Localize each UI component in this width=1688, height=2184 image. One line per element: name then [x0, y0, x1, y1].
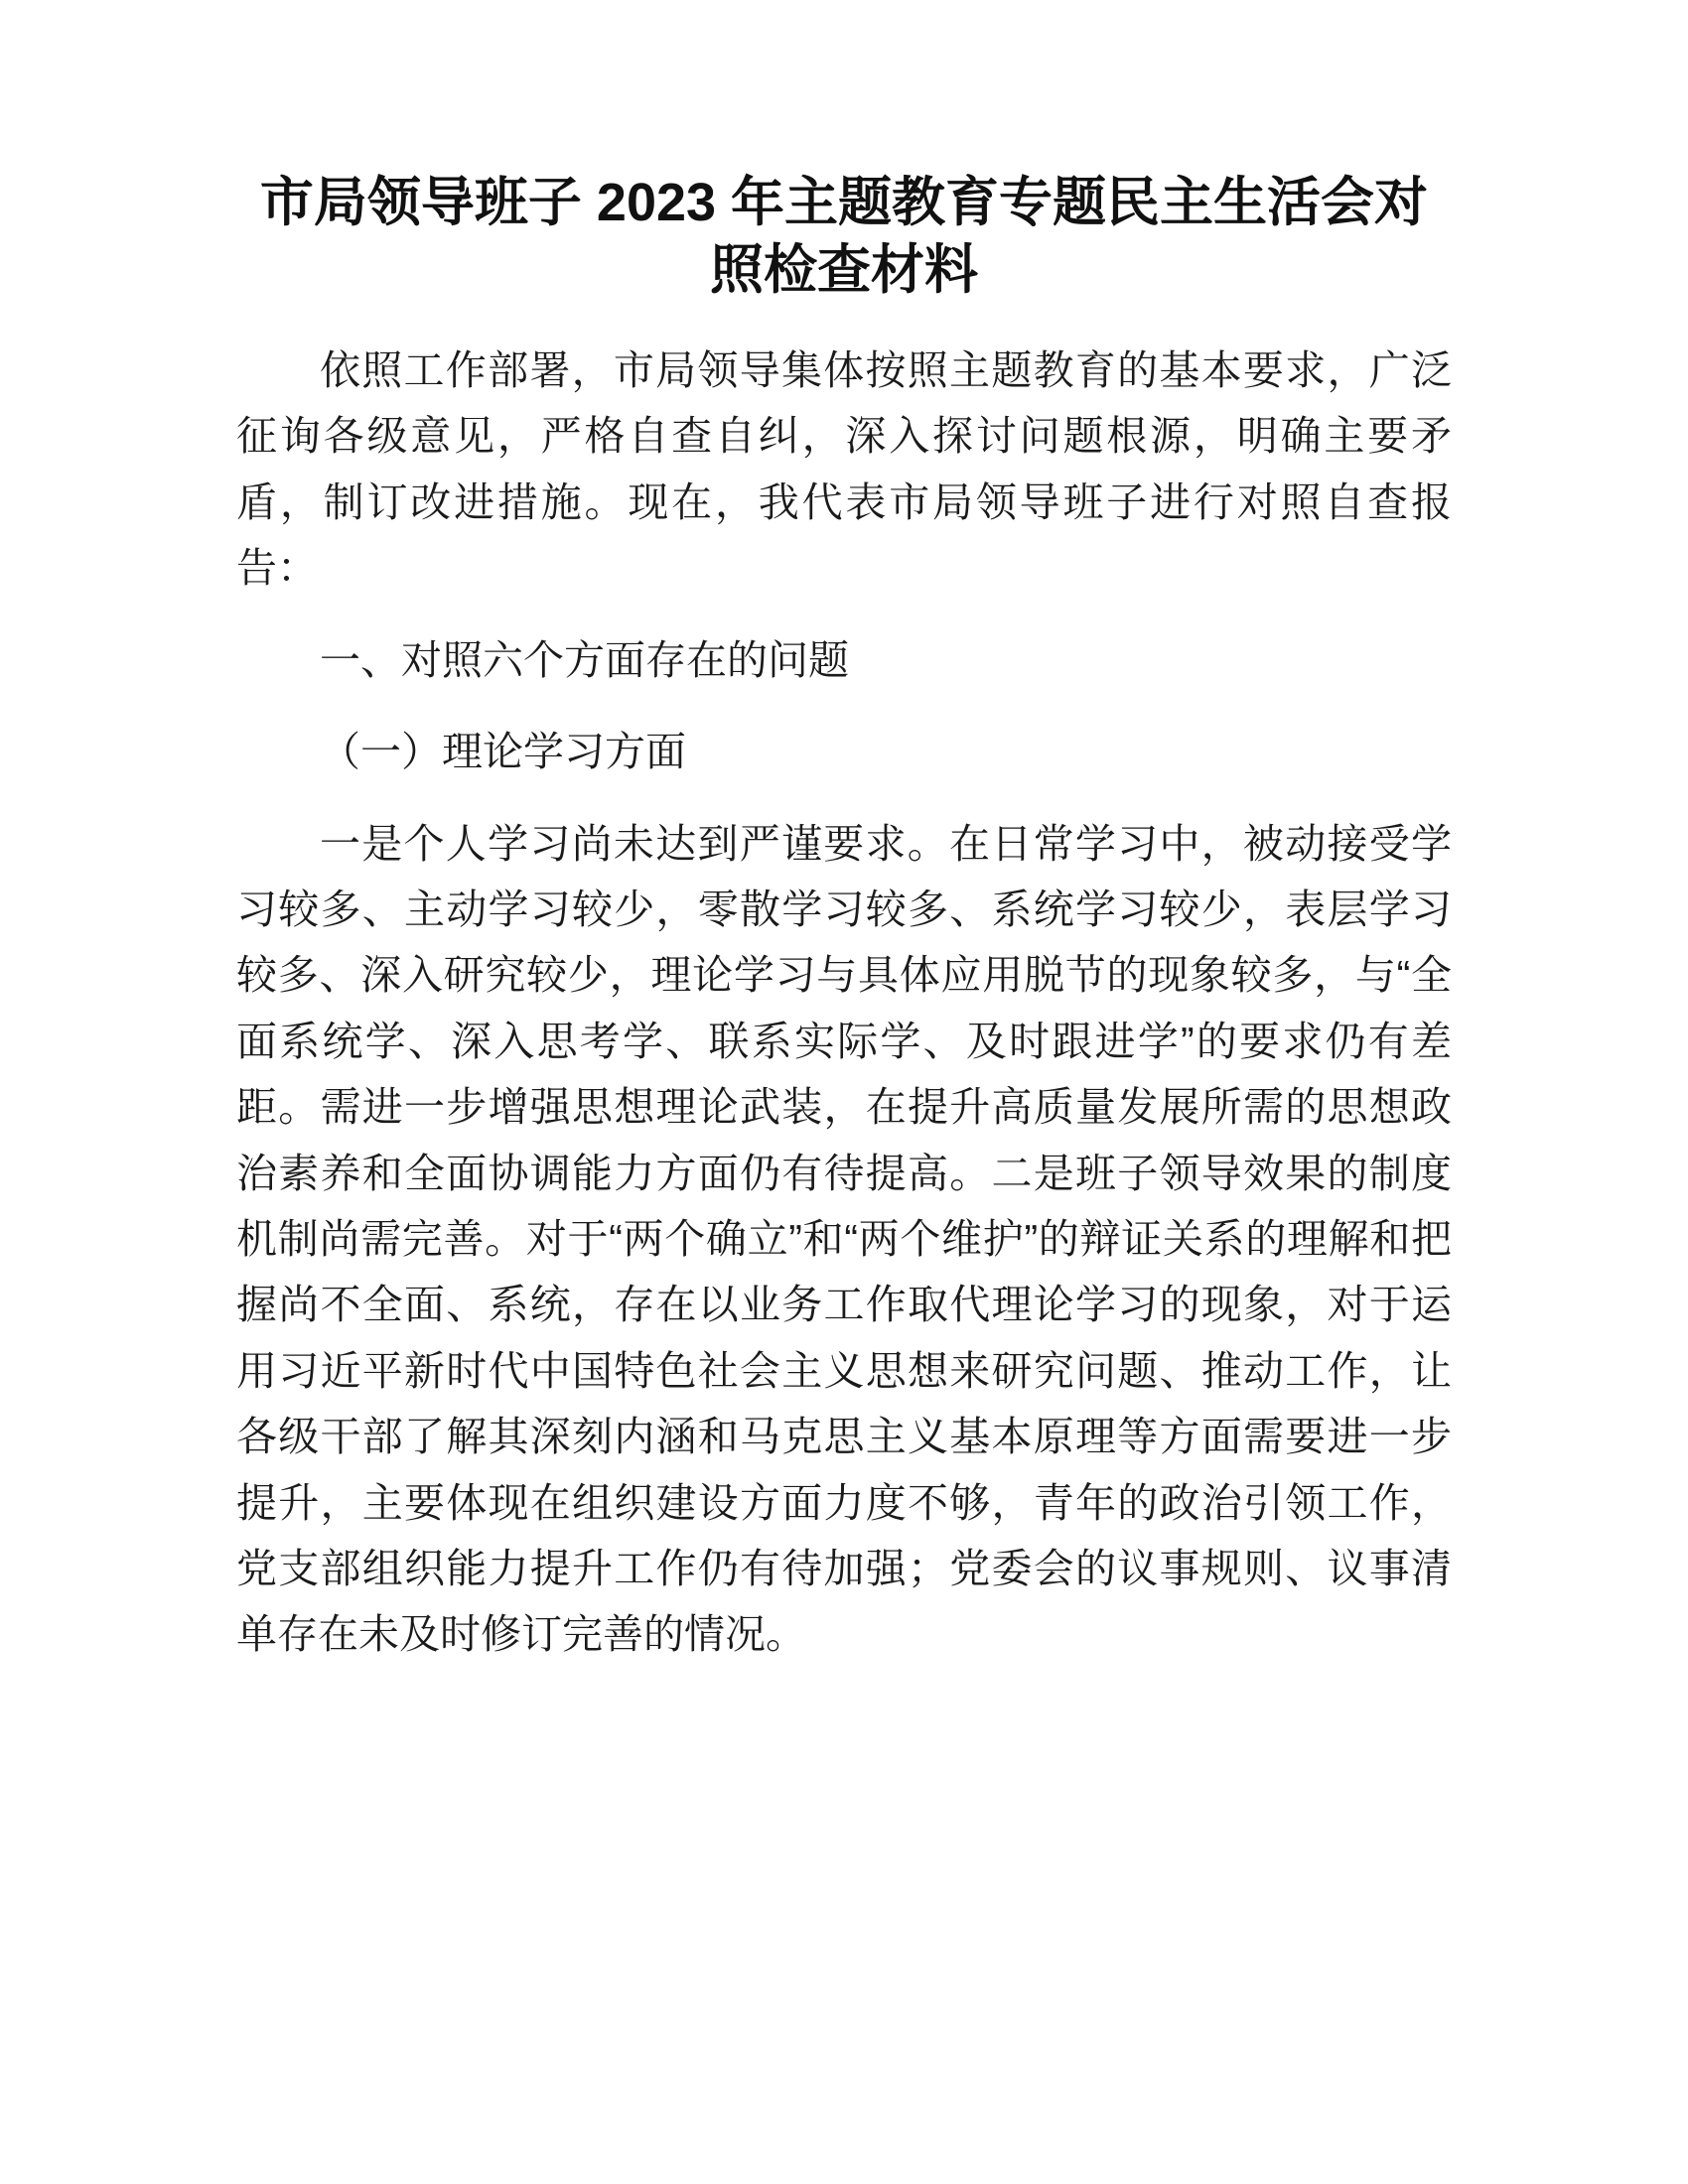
intro-paragraph: 依照工作部署，市局领导集体按照主题教育的基本要求，广泛征询各级意见，严格自查自纠，深入探讨问题根源，明确主要矛盾，制订改进措施。现在，我代表市局领导班子进行对照自查报告：	[236, 347, 1452, 592]
body-paragraph-one: 一是个人学习尚未达到严谨要求。在日常学习中，被动接受学习较多、主动学习较少，零散学习较多、系统学习较少，表层学习较多、深入研究较少，理论学习与具体应用脱节的现象较多，与“全面系统学、深入思考学、联系实际学、及时跟进学”的要求仍有差距。需进一步增强思想理论武装，在提升高质量发展所需的思想政治素养和全面协调能力方面仍有待提高。二是班子领导效果的制度机制尚需完善。对于“两个确立”和“两个维护”的辩证关系的理解和把握尚不全面、系统，存在以业务工作取代理论学习的现象，对于运用习近平新时代中国特色社会主义思想来研究问题、推动工作，让各级干部了解其深刻内涵和马克思主义基本原理等方面需要进一步提升，主要体现在组织建设方面力度不够，青年的政治引领工作，党支部组织能力提升工作仍有待加强；党委会的议事规则、议事清单存在未及时修订完善的情况。	[236, 820, 1452, 1658]
section-heading-one: 一、对照六个方面存在的问题	[320, 636, 849, 683]
spacer	[236, 614, 1452, 627]
page-title: 市局领导班子 2023 年主题教育专题民主生活会对照检查材料	[259, 173, 1429, 301]
spacer	[236, 705, 1452, 719]
subsection-heading-one: （一）理论学习方面	[320, 729, 686, 775]
spacer	[236, 797, 1452, 811]
